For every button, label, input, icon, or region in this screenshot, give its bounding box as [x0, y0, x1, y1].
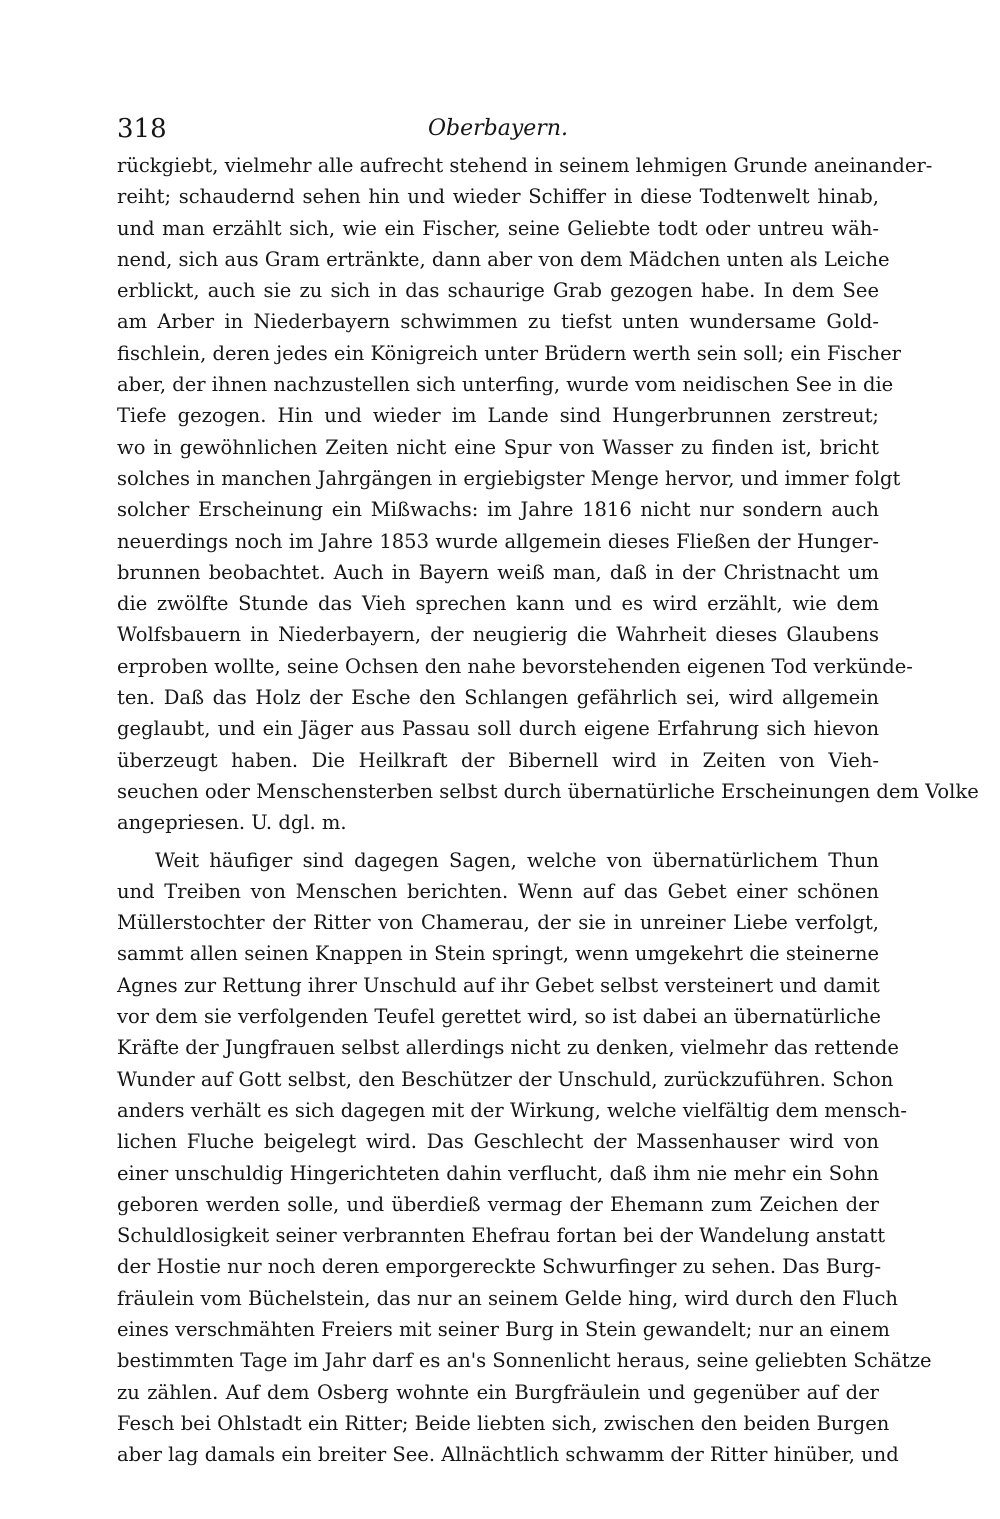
running-head: Oberbayern.: [428, 116, 568, 141]
text-line: erblickt, auch sie zu sich in das schaurige Grab gezogen habe. In dem See: [117, 279, 879, 303]
text-line: neuerdings noch im Jahre 1853 wurde allgemein dieses Fließen der Hunger-: [117, 529, 879, 553]
text-line: Tiefe gezogen. Hin und wieder im Lande sind Hungerbrunnen zerstreut;: [117, 404, 879, 428]
text-line: und Treiben von Menschen berichten. Wenn auf das Gebet einer schönen: [117, 879, 879, 903]
text-line: Weit häufiger sind dagegen Sagen, welche von übernatürlichem Thun: [155, 848, 879, 872]
text-line: geboren werden solle, und überdieß vermag der Ehemann zum Zeichen der: [117, 1192, 879, 1216]
text-line: nend, sich aus Gram ertränkte, dann aber von dem Mädchen unten als Leiche: [117, 247, 890, 271]
text-line: am Arber in Niederbayern schwimmen zu tiefst unten wundersame Gold-: [117, 310, 879, 334]
text-line: vor dem sie verfolgenden Teufel gerettet wird, so ist dabei an übernatürliche: [117, 1005, 881, 1029]
text-line: geglaubt, und ein Jäger aus Passau soll durch eigene Erfahrung sich hievon: [117, 717, 879, 741]
text-line: zu zählen. Auf dem Osberg wohnte ein Burgfräulein und gegenüber auf der: [117, 1380, 879, 1404]
text-line: wo in gewöhnlichen Zeiten nicht eine Spur von Wasser zu finden ist, bricht: [117, 435, 879, 459]
text-line: rückgiebt, vielmehr alle aufrecht stehend in seinem lehmigen Grunde aneinander-: [117, 154, 933, 177]
text-line: die zwölfte Stunde das Vieh sprechen kann und es wird erzählt, wie dem: [117, 592, 879, 616]
paragraph-1: [117, 150, 979, 839]
text-line: Schuldlosigkeit seiner verbrannten Ehefrau fortan bei der Wandelung anstatt: [117, 1224, 886, 1248]
paragraph-2: [117, 845, 932, 1471]
text-line: fräulein vom Büchelstein, das nur an seinem Gelde hing, wird durch den Fluch: [117, 1286, 898, 1310]
text-line: aber lag damals ein breiter See. Allnächtlich schwamm der Ritter hinüber, und: [117, 1443, 899, 1467]
text-line: Kräfte der Jungfrauen selbst allerdings nicht zu denken, vielmehr das rettende: [117, 1036, 899, 1060]
text-line: angepriesen. U. dgl. m.: [117, 811, 347, 835]
text-line: fischlein, deren jedes ein Königreich unter Brüdern werth sein soll; ein Fischer: [117, 341, 901, 365]
text-line: solcher Erscheinung ein Mißwachs: im Jahre 1816 nicht nur sondern auch: [117, 498, 879, 522]
text-line: Fesch bei Ohlstadt ein Ritter; Beide liebten sich, zwischen den beiden Burgen: [117, 1411, 890, 1435]
text-line: brunnen beobachtet. Auch in Bayern weiß man, daß in der Christnacht um: [117, 560, 879, 584]
text-line: der Hostie nur noch deren emporgereckte Schwurfinger zu sehen. Das Burg-: [117, 1255, 882, 1279]
body-text: [117, 150, 979, 1470]
text-line: seuchen oder Menschensterben selbst durch übernatürliche Erscheinungen dem Volke: [117, 779, 979, 803]
text-line: eines verschmähten Freiers mit seiner Burg in Stein gewandelt; nur an einem: [117, 1317, 890, 1341]
text-line: einer unschuldig Hingerichteten dahin verflucht, daß ihm nie mehr ein Sohn: [117, 1161, 879, 1185]
text-line: anders verhält es sich dagegen mit der Wirkung, welche vielfältig dem mensch-: [117, 1098, 907, 1122]
text-line: sammt allen seinen Knappen in Stein springt, wenn umgekehrt die steinerne: [117, 942, 879, 966]
text-line: ten. Daß das Holz der Esche den Schlangen gefährlich sei, wird allgemein: [117, 686, 879, 710]
page-header: [117, 112, 879, 146]
text-line: erproben wollte, seine Ochsen den nahe bevorstehenden eigenen Tod verkünde-: [117, 654, 913, 678]
text-line: Müllerstochter der Ritter von Chamerau, der sie in unreiner Liebe verfolgt,: [117, 911, 879, 935]
page-number: 318: [117, 114, 167, 144]
text-line: und man erzählt sich, wie ein Fischer, seine Geliebte todt oder untreu wäh-: [117, 216, 879, 240]
text-line: lichen Fluche beigelegt wird. Das Geschlecht der Massenhauser wird von: [117, 1130, 879, 1154]
text-line: aber, der ihnen nachzustellen sich unterfing, wurde vom neidischen See in die: [117, 373, 894, 397]
text-line: Agnes zur Rettung ihrer Unschuld auf ihr Gebet selbst versteinert und damit: [117, 973, 880, 997]
text-line: überzeugt haben. Die Heilkraft der Bibernell wird in Zeiten von Vieh-: [117, 748, 879, 772]
text-line: solches in manchen Jahrgängen in ergiebigster Menge hervor, und immer folgt: [117, 466, 901, 490]
text-line: bestimmten Tage im Jahr darf es an's Sonnenlicht heraus, seine geliebten Schätze: [117, 1349, 932, 1373]
text-line: Wolfsbauern in Niederbayern, der neugierig die Wahrheit dieses Glaubens: [117, 623, 879, 647]
text-line: reiht; schaudernd sehen hin und wieder Schiffer in diese Todtenwelt hinab,: [117, 185, 879, 209]
text-line: Wunder auf Gott selbst, den Beschützer der Unschuld, zurückzuführen. Schon: [117, 1067, 894, 1091]
